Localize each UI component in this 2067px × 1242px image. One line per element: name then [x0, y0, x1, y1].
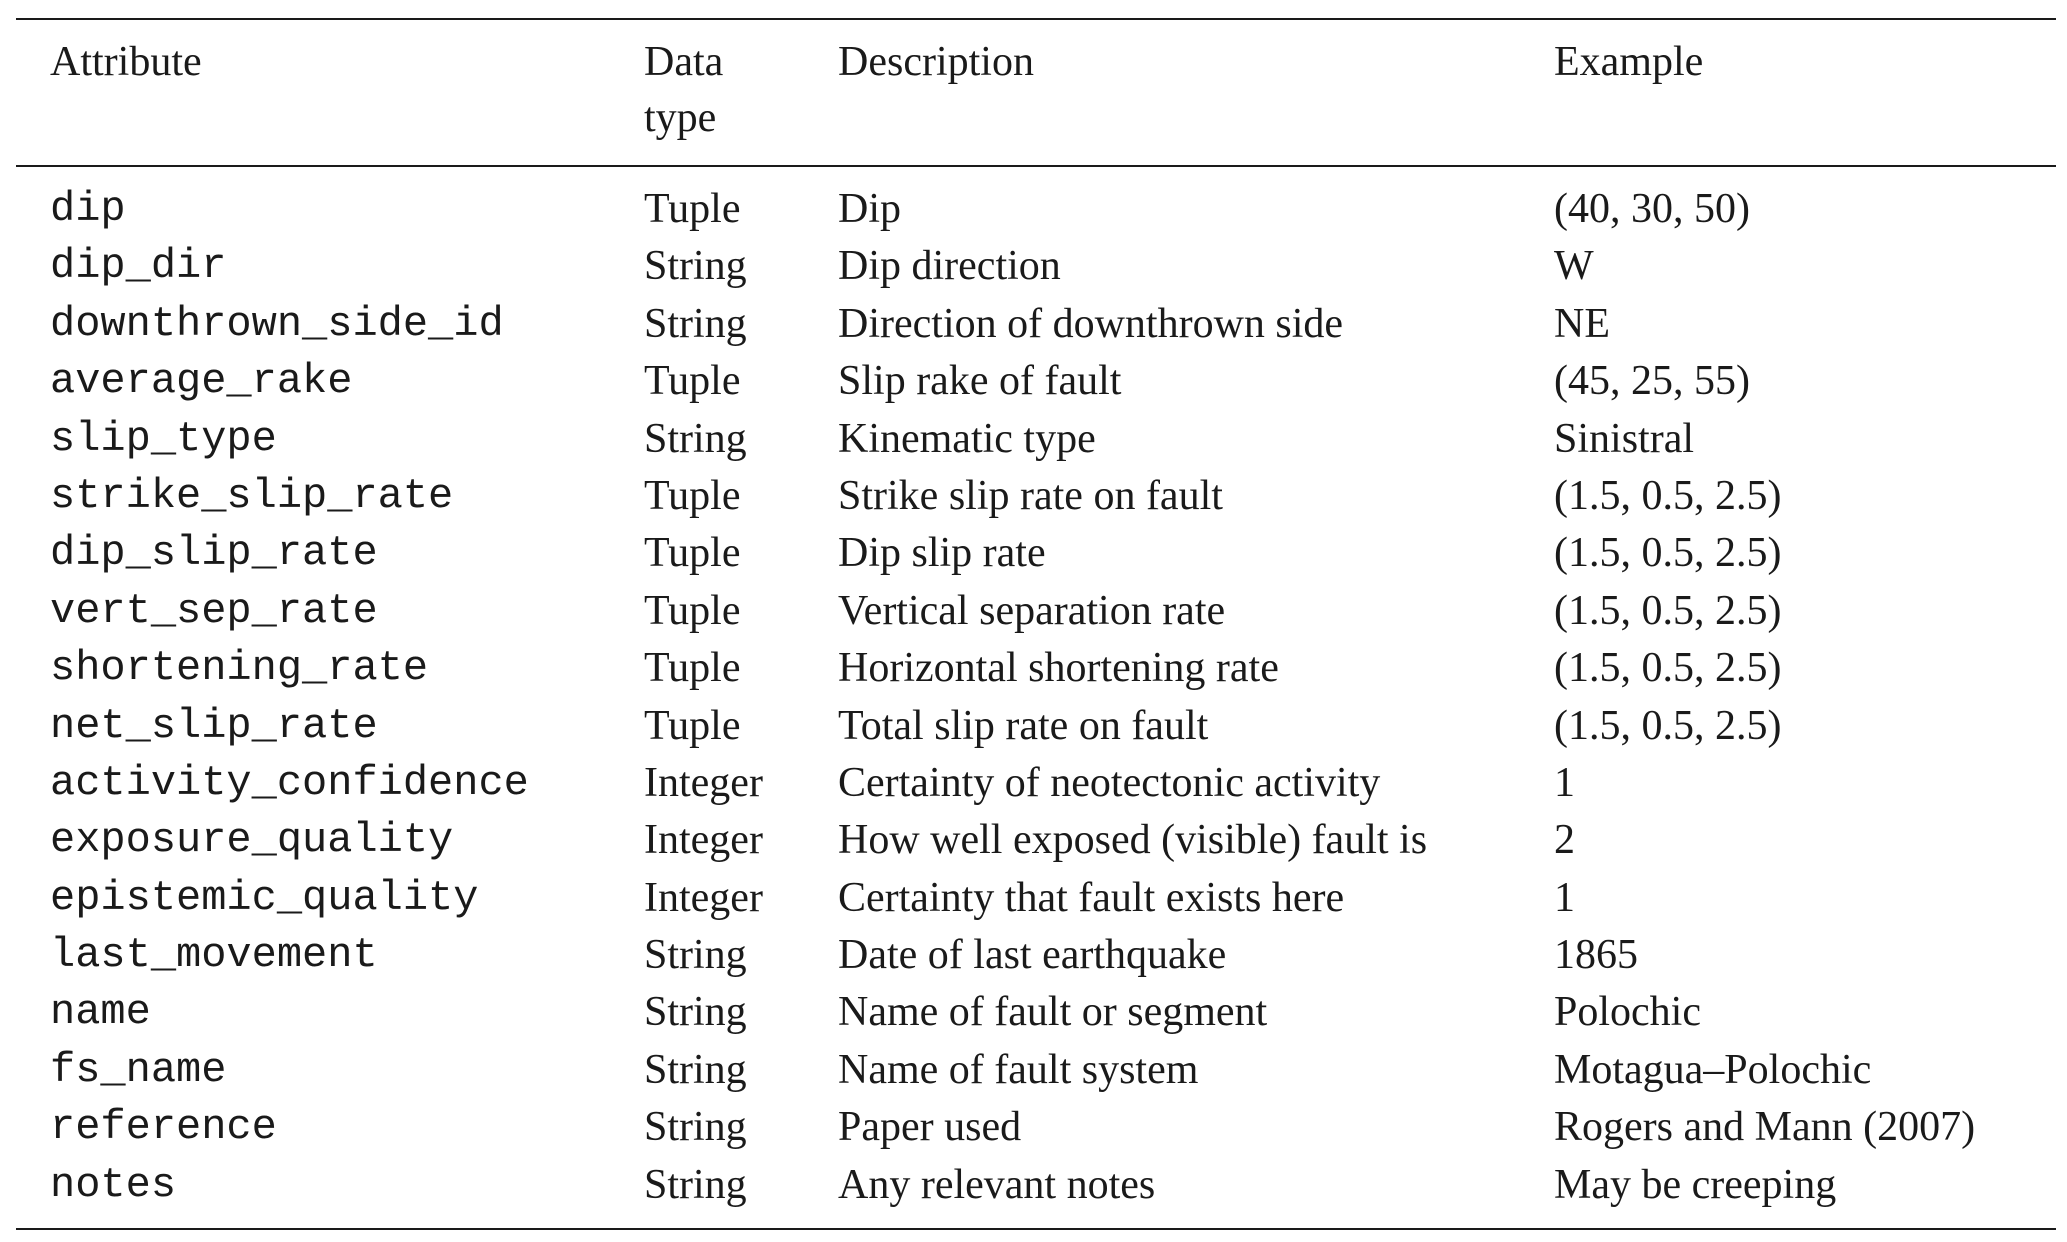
cell-description: How well exposed (visible) fault is — [838, 817, 1428, 864]
cell-example: 2 — [1554, 817, 1575, 864]
cell-attribute: reference — [50, 1103, 277, 1152]
cell-attribute: dip_dir — [50, 242, 227, 291]
cell-example: 1 — [1554, 759, 1575, 806]
cell-attribute: slip_type — [50, 414, 277, 463]
cell-description: Paper used — [838, 1104, 1022, 1151]
table-header — [16, 20, 2056, 165]
cell-attribute: fs_name — [50, 1045, 227, 1094]
cell-data-type: String — [644, 415, 747, 462]
cell-attribute: strike_slip_rate — [50, 471, 454, 520]
cell-example: (40, 30, 50) — [1554, 186, 1750, 232]
cell-data-type: Integer — [644, 817, 763, 864]
cell-attribute: vert_sep_rate — [50, 586, 378, 635]
cell-attribute: activity_confidence — [50, 758, 529, 807]
cell-description: Dip slip rate — [838, 530, 1046, 577]
cell-attribute: average_rake — [50, 357, 353, 406]
table-row — [16, 583, 2056, 640]
table-row — [16, 870, 2056, 927]
cell-attribute: notes — [50, 1160, 177, 1209]
cell-description: Name of fault system — [838, 1046, 1199, 1093]
cell-description: Dip — [838, 186, 901, 232]
cell-attribute: net_slip_rate — [50, 701, 378, 750]
header-data-type-label: Data type — [644, 39, 724, 141]
cell-attribute: name — [50, 988, 151, 1037]
table-row — [16, 525, 2056, 582]
header-attribute: Attribute — [50, 39, 202, 85]
cell-description: Direction of downthrown side — [838, 300, 1344, 347]
cell-data-type: String — [644, 1104, 747, 1151]
cell-data-type: String — [644, 300, 747, 347]
cell-data-type: Tuple — [644, 702, 741, 749]
cell-example: (45, 25, 55) — [1554, 358, 1750, 405]
cell-data-type: Tuple — [644, 186, 741, 232]
cell-attribute: dip — [50, 185, 126, 233]
cell-attribute: epistemic_quality — [50, 873, 479, 922]
table-row — [16, 1042, 2056, 1099]
header-example: Example — [1554, 39, 1704, 85]
table-row — [16, 296, 2056, 353]
table-row — [16, 181, 2056, 238]
cell-attribute: shortening_rate — [50, 644, 429, 693]
cell-description: Certainty of neotectonic activity — [838, 759, 1381, 806]
cell-example: NE — [1554, 300, 1610, 347]
cell-example: 1 — [1554, 874, 1575, 921]
cell-example: W — [1554, 243, 1594, 290]
cell-description: Name of fault or segment — [838, 989, 1268, 1036]
cell-data-type: String — [644, 932, 747, 979]
table-row — [16, 1157, 2056, 1214]
table-row — [16, 812, 2056, 869]
cell-description: Strike slip rate on fault — [838, 472, 1223, 519]
cell-example: (1.5, 0.5, 2.5) — [1554, 702, 1782, 749]
table-row — [16, 1099, 2056, 1156]
cell-data-type: Integer — [644, 874, 763, 921]
cell-attribute: exposure_quality — [50, 816, 454, 865]
cell-data-type: String — [644, 989, 747, 1036]
header-data-type — [644, 34, 774, 146]
table-row — [16, 984, 2056, 1041]
cell-data-type: Tuple — [644, 587, 741, 634]
table-row — [16, 238, 2056, 295]
cell-example: Rogers and Mann (2007) — [1554, 1104, 1976, 1151]
bottom-rule — [16, 1228, 2056, 1230]
header-description: Description — [838, 39, 1034, 85]
cell-data-type: Tuple — [644, 358, 741, 405]
cell-example: Polochic — [1554, 989, 1701, 1036]
cell-description: Date of last earthquake — [838, 932, 1227, 979]
table-row — [16, 411, 2056, 468]
cell-description: Slip rake of fault — [838, 358, 1122, 405]
cell-description: Vertical separation rate — [838, 587, 1226, 634]
cell-description: Certainty that fault exists here — [838, 874, 1345, 921]
cell-data-type: String — [644, 243, 747, 290]
cell-attribute: last_movement — [50, 931, 378, 980]
cell-description: Horizontal shortening rate — [838, 645, 1279, 692]
cell-data-type: Tuple — [644, 645, 741, 692]
table-row — [16, 468, 2056, 525]
cell-description: Total slip rate on fault — [838, 702, 1209, 749]
cell-data-type: String — [644, 1161, 747, 1208]
table-body — [16, 167, 2056, 1228]
cell-data-type: Tuple — [644, 530, 741, 577]
cell-example: May be creeping — [1554, 1161, 1837, 1208]
cell-attribute: dip_slip_rate — [50, 529, 378, 578]
table-row — [16, 927, 2056, 984]
cell-example: (1.5, 0.5, 2.5) — [1554, 472, 1782, 519]
table-row — [16, 755, 2056, 812]
cell-description: Any relevant notes — [838, 1161, 1156, 1208]
attribute-table — [16, 18, 2056, 1230]
cell-example: Sinistral — [1554, 415, 1695, 462]
cell-example: (1.5, 0.5, 2.5) — [1554, 587, 1782, 634]
cell-attribute: downthrown_side_id — [50, 299, 504, 348]
cell-data-type: Integer — [644, 759, 763, 806]
cell-description: Kinematic type — [838, 415, 1096, 462]
cell-example: (1.5, 0.5, 2.5) — [1554, 530, 1782, 577]
cell-data-type: Tuple — [644, 472, 741, 519]
cell-example: 1865 — [1554, 932, 1638, 979]
table-row — [16, 698, 2056, 755]
cell-data-type: String — [644, 1046, 747, 1093]
cell-example: (1.5, 0.5, 2.5) — [1554, 645, 1782, 692]
table-row — [16, 640, 2056, 697]
cell-example: Motagua–Polochic — [1554, 1046, 1872, 1093]
table-row — [16, 353, 2056, 410]
cell-description: Dip direction — [838, 243, 1061, 290]
